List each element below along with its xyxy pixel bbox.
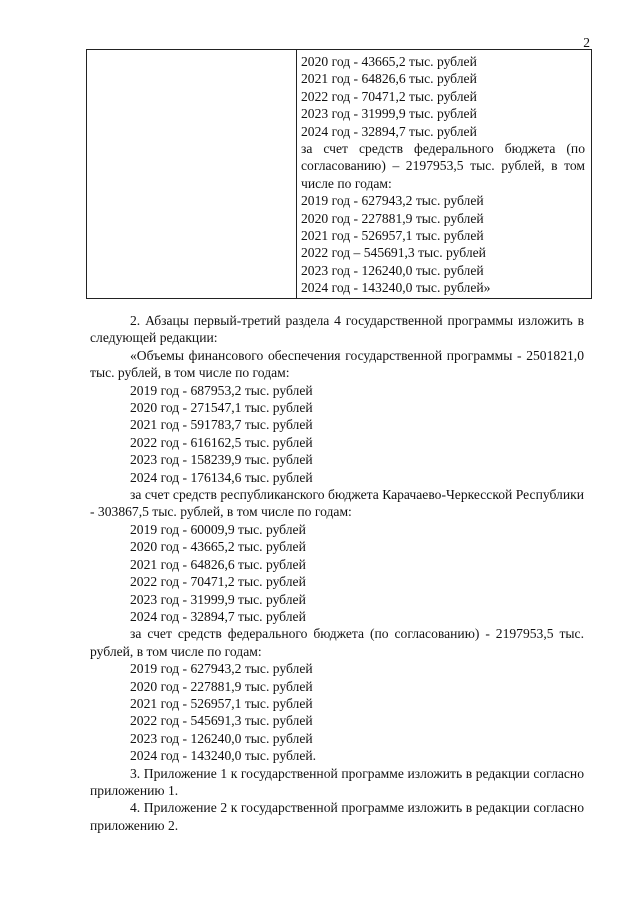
federal-year-line: 2020 год - 227881,9 тыс. рублей [130,678,313,694]
document-body [90,312,584,834]
section-3: 3. Приложение 1 к государственной программе изложить в редакции согласно приложению 1. [90,765,584,798]
total-year-line: 2024 год - 176134,6 тыс. рублей [130,469,313,485]
federal-budget-intro: за счет средств федерального бюджета (по согласованию) - 2197953,5 тыс. рублей, в том числе по годам: [90,626,584,659]
republic-year-line: 2024 год - 32894,7 тыс. рублей [130,608,306,624]
federal-year-line: 2024 год - 143240,0 тыс. рублей. [130,748,317,764]
table-line: 2020 год - 43665,2 тыс. рублей [301,54,477,69]
table-federal-intro: за счет средств федерального бюджета (по согласованию) – 2197953,5 тыс. рублей, в том числе по годам: [301,141,585,191]
total-year-line: 2019 год - 687953,2 тыс. рублей [130,382,313,398]
page-number: 2 [583,35,590,50]
table-line: 2024 год - 32894,7 тыс. рублей [301,123,477,139]
federal-year-line: 2022 год - 545691,3 тыс. рублей [130,713,313,729]
total-year-line: 2021 год - 591783,7 тыс. рублей [130,417,313,433]
federal-year-line: 2023 год - 126240,0 тыс. рублей [130,730,313,746]
table-line: 2023 год - 31999,9 тыс. рублей [301,106,477,122]
total-year-line: 2022 год - 616162,5 тыс. рублей [130,434,313,450]
total-year-line: 2020 год - 271547,1 тыс. рублей [130,400,313,416]
republic-year-line: 2019 год - 60009,9 тыс. рублей [130,521,306,537]
republic-year-line: 2021 год - 64826,6 тыс. рублей [130,556,306,572]
section-4: 4. Приложение 2 к государственной программе изложить в редакции согласно приложению 2. [90,800,584,833]
republic-year-line: 2020 год - 43665,2 тыс. рублей [130,539,306,555]
section-2-quote-intro: «Объемы финансового обеспечения государственной программы - 2501821,0 тыс. рублей, в том числе по годам: [90,347,584,381]
table-line: 2021 год - 526957,1 тыс. рублей [301,228,484,244]
republic-year-line: 2022 год - 70471,2 тыс. рублей [130,574,306,590]
table-right-cell [301,53,585,297]
table-line: 2019 год - 627943,2 тыс. рублей [301,193,484,209]
republic-year-line: 2023 год - 31999,9 тыс. рублей [130,591,306,607]
table-line: 2023 год - 126240,0 тыс. рублей [301,262,484,278]
table-line: 2021 год - 64826,6 тыс. рублей [301,71,477,87]
table-line: 2024 год - 143240,0 тыс. рублей» [301,280,491,296]
federal-year-line: 2021 год - 526957,1 тыс. рублей [130,695,313,711]
table-line: 2020 год - 227881,9 тыс. рублей [301,210,484,226]
table-line: 2022 год – 545691,3 тыс. рублей [301,245,486,261]
republic-budget-intro: за счет средств республиканского бюджета Карачаево-Черкесской Республики - 303867,5 тыс. рублей, в том числе по годам: [90,487,584,520]
federal-year-line: 2019 год - 627943,2 тыс. рублей [130,661,313,677]
table-column-divider [296,50,297,298]
continued-table [86,49,592,299]
table-line: 2022 год - 70471,2 тыс. рублей [301,88,477,104]
total-year-line: 2023 год - 158239,9 тыс. рублей [130,452,313,468]
section-2-intro: 2. Абзацы первый-третий раздела 4 государственной программы изложить в следующей редакции: [90,313,584,346]
